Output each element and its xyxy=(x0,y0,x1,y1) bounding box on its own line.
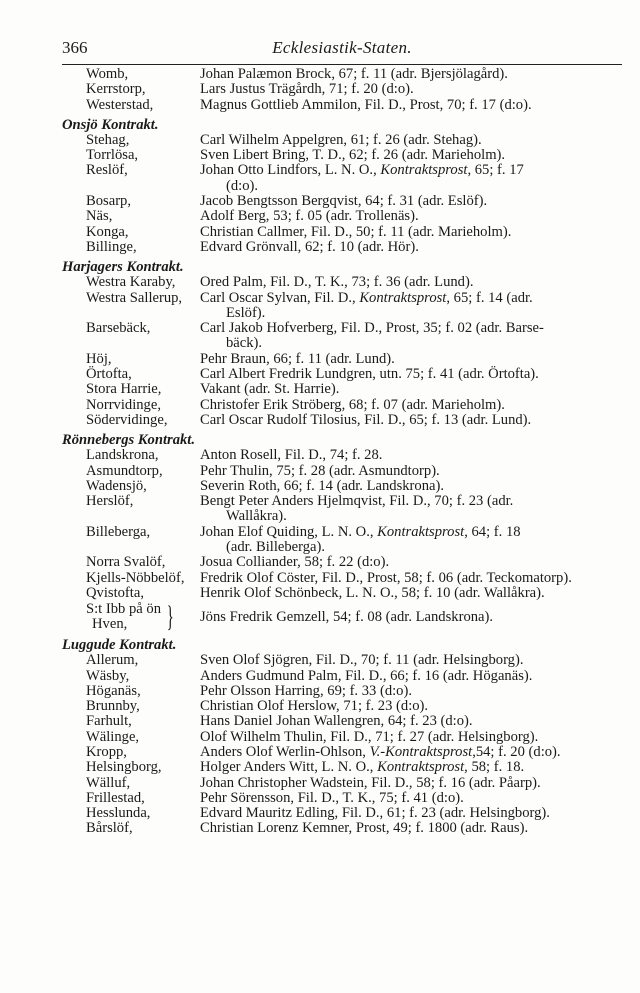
listing-row xyxy=(62,806,622,821)
listing-row xyxy=(62,133,622,148)
clergy-entry: Lars Justus Trägårdh, 71; f. 20 (d:o). xyxy=(200,81,414,98)
listing-row xyxy=(62,464,622,479)
parish-name: Norra Svalöf, xyxy=(86,554,166,571)
listing-row xyxy=(62,275,622,290)
clergy-entry: Anton Rosell, Fil. D., 74; f. 28. xyxy=(200,447,383,464)
clergy-entry: Holger Anders Witt, L. N. O., Kontraktsprost, 58; f. 18. xyxy=(200,759,525,776)
listing-row xyxy=(62,225,622,240)
clergy-entry: Eslöf). xyxy=(226,304,266,321)
parish-name: Konga, xyxy=(86,223,129,240)
listing-row xyxy=(62,669,622,684)
parish-name: Billeberga, xyxy=(86,523,151,540)
clergy-entry: Edvard Grönvall, 62; f. 10 (adr. Hör). xyxy=(200,238,419,255)
parish-name: Näs, xyxy=(86,208,113,225)
listing-row xyxy=(62,730,622,745)
listing-row xyxy=(62,479,622,494)
clergy-entry: Vakant (adr. St. Harrie). xyxy=(200,381,340,398)
parish-name: Asmundtorp, xyxy=(86,462,163,479)
section-heading: Onsjö Kontrakt. xyxy=(62,116,159,133)
listing-row xyxy=(62,791,622,806)
italic-title: V.-Kontraktsprost xyxy=(369,743,473,760)
parish-name xyxy=(62,306,200,321)
clergy-entry: Anders Gudmund Palm, Fil. D., 66; f. 16 (adr. Höganäs). xyxy=(200,667,533,684)
section-heading: Luggude Kontrakt. xyxy=(62,637,177,654)
listing-row xyxy=(62,586,622,601)
clergy-entry: Sven Olof Sjögren, Fil. D., 70; f. 11 (adr. Helsingborg). xyxy=(200,652,524,669)
clergy-entry: Anders Olof Werlin-Ohlson, V.-Kontraktsprost,54; f. 20 (d:o). xyxy=(200,743,561,760)
parish-name xyxy=(62,336,200,351)
parish-name: Stora Harrie, xyxy=(86,381,162,398)
listing-row xyxy=(62,699,622,714)
parish-name: Wäsby, xyxy=(86,667,130,684)
listing-row xyxy=(62,684,622,699)
parish-name: Billinge, xyxy=(86,238,137,255)
listing-row xyxy=(62,525,622,540)
clergy-entry: Bengt Peter Anders Hjelmqvist, Fil. D., 70; f. 23 (adr. xyxy=(200,493,514,510)
clergy-entry: Adolf Berg, 53; f. 05 (adr. Trollenäs). xyxy=(200,208,419,225)
clergy-entry: Sven Libert Bring, T. D., 62; f. 26 (adr. Marieholm). xyxy=(200,147,506,164)
listing-row xyxy=(62,209,622,224)
parish-name: Wälluf, xyxy=(86,774,131,791)
page-header xyxy=(62,38,622,62)
parish-name: Reslöf, xyxy=(86,162,128,179)
listing-row xyxy=(62,571,622,586)
parish-name: Kjells-Nöbbelöf, xyxy=(86,569,185,586)
clergy-entry: Henrik Olof Schönbeck, L. N. O., 58; f. 10 (adr. Wallåkra). xyxy=(200,584,545,601)
listing-row xyxy=(62,745,622,760)
listing-row-continuation xyxy=(62,306,622,321)
parish-name: Höganäs, xyxy=(86,682,141,699)
clergy-entry: Jöns Fredrik Gemzell, 54; f. 08 (adr. Landskrona). xyxy=(200,608,494,625)
clergy-entry: Johan Elof Quiding, L. N. O., Kontraktsprost, 64; f. 18 xyxy=(200,523,521,540)
clergy-entry: Pehr Sörensson, Fil. D., T. K., 75; f. 41 (d:o). xyxy=(200,789,464,806)
parish-name: Womb, xyxy=(86,66,129,82)
italic-title: Kontraktsprost xyxy=(377,523,465,540)
parish-name: Höj, xyxy=(86,350,112,367)
parish-name xyxy=(62,540,200,555)
clergy-entry: Olof Wilhelm Thulin, Fil. D., 71; f. 27 (adr. Helsingborg). xyxy=(200,728,539,745)
clergy-entry: Magnus Gottlieb Ammilon, Fil. D., Prost, 70; f. 17 (d:o). xyxy=(200,96,532,113)
parish-name: Westerstad, xyxy=(86,96,154,113)
clergy-entry: Christian Olof Herslow, 71; f. 23 (d:o). xyxy=(200,698,429,715)
clergy-entry: Jacob Bengtsson Bergqvist, 64; f. 31 (adr. Eslöf). xyxy=(200,193,488,210)
parish-name: Brunnby, xyxy=(86,698,140,715)
listing-row xyxy=(62,448,622,463)
parish-name-lines xyxy=(86,602,161,632)
italic-title: Kontraktsprost xyxy=(380,162,468,179)
listing-row xyxy=(62,148,622,163)
listing-row xyxy=(62,163,622,178)
clergy-entry: Carl Albert Fredrik Lundgren, utn. 75; f. 41 (adr. Örtofta). xyxy=(200,366,539,383)
listing-row xyxy=(62,82,622,97)
parish-name: Wälinge, xyxy=(86,728,140,745)
parish-name xyxy=(62,179,200,194)
clergy-entry: Ored Palm, Fil. D., T. K., 73; f. 36 (adr. Lund). xyxy=(200,274,474,291)
listing-row xyxy=(62,194,622,209)
clergy-entry: Pehr Thulin, 75; f. 28 (adr. Asmundtorp). xyxy=(200,462,440,479)
parish-name: Westra Sallerup, xyxy=(86,289,183,306)
listing-row xyxy=(62,653,622,668)
listing-row xyxy=(62,98,622,113)
parish-name: Örtofta, xyxy=(86,366,132,383)
parish-name-line: S:t Ibb på ön xyxy=(86,601,161,618)
listing-row-continuation xyxy=(62,336,622,351)
italic-title: Kontraktsprost xyxy=(359,289,447,306)
clergy-entry: Severin Roth, 66; f. 14 (adr. Landskrona). xyxy=(200,477,444,494)
clergy-entry: Pehr Braun, 66; f. 11 (adr. Lund). xyxy=(200,350,395,367)
clergy-entry: Carl Oscar Rudolf Tilosius, Fil. D., 65; f. 13 (adr. Lund). xyxy=(200,411,532,428)
listing-row xyxy=(62,776,622,791)
parish-name: Stehag, xyxy=(86,131,130,148)
parish-name xyxy=(62,602,200,632)
listing-row xyxy=(62,240,622,255)
clergy-entry: Johan Palæmon Brock, 67; f. 11 (adr. Bjersjölagård). xyxy=(200,66,508,82)
listing-row-continuation xyxy=(62,509,622,524)
clergy-entry: Josua Colliander, 58; f. 22 (d:o). xyxy=(200,554,390,571)
listing-row-continuation xyxy=(62,540,622,555)
directory-listing xyxy=(62,67,622,837)
listing-row xyxy=(62,321,622,336)
parish-name: Helsingborg, xyxy=(86,759,162,776)
clergy-entry: Carl Jakob Hofverberg, Fil. D., Prost, 35; f. 02 (adr. Barse- xyxy=(200,320,544,337)
listing-row xyxy=(62,821,622,836)
listing-row xyxy=(62,555,622,570)
listing-row xyxy=(62,291,622,306)
clergy-entry: Wallåkra). xyxy=(226,508,287,525)
listing-row xyxy=(62,352,622,367)
page-number: 366 xyxy=(62,38,88,57)
clergy-entry: Hans Daniel Johan Wallengren, 64; f. 23 (d:o). xyxy=(200,713,473,730)
parish-name: Qvistofta, xyxy=(86,584,144,601)
parish-name: Westra Karaby, xyxy=(86,274,176,291)
clergy-entry: Carl Wilhelm Appelgren, 61; f. 26 (adr. Stehag). xyxy=(200,131,482,148)
clergy-entry: Christian Lorenz Kemner, Prost, 49; f. 1800 (adr. Raus). xyxy=(200,820,529,837)
listing-row xyxy=(62,382,622,397)
parish-name: Södervidinge, xyxy=(86,411,168,428)
parish-name: Kerrstorp, xyxy=(86,81,146,98)
listing-row-braced xyxy=(62,601,622,633)
parish-name: Bosarp, xyxy=(86,193,131,210)
parish-name: Hesslunda, xyxy=(86,805,151,822)
parish-name: Torrlösa, xyxy=(86,147,139,164)
clergy-entry: Johan Otto Lindfors, L. N. O., Kontraktsprost, 65; f. 17 xyxy=(200,162,524,179)
clergy-entry: Christian Callmer, Fil. D., 50; f. 11 (adr. Marieholm). xyxy=(200,223,512,240)
section-heading: Harjagers Kontrakt. xyxy=(62,259,184,276)
listing-row xyxy=(62,760,622,775)
parish-name: Herslöf, xyxy=(86,493,134,510)
header-rule xyxy=(62,64,622,65)
clergy-entry: Edvard Mauritz Edling, Fil. D., 61; f. 23 (adr. Helsingborg). xyxy=(200,805,550,822)
clergy-entry: (adr. Billeberga). xyxy=(226,539,326,556)
italic-title: Kontraktsprost xyxy=(377,759,465,776)
parish-name: Wadensjö, xyxy=(86,477,147,494)
listing-row xyxy=(62,67,622,82)
curly-brace: } xyxy=(166,600,174,634)
clergy-entry: Johan Christopher Wadstein, Fil. D., 58; f. 16 (adr. Påarp). xyxy=(200,774,541,791)
parish-name-line: Hven, xyxy=(92,616,128,633)
clergy-entry: (d:o). xyxy=(226,177,259,194)
clergy-entry: Christofer Erik Ströberg, 68; f. 07 (adr. Marieholm). xyxy=(200,396,505,413)
section-heading: Rönnebergs Kontrakt. xyxy=(62,432,195,449)
listing-row xyxy=(62,494,622,509)
parish-name: Frillestad, xyxy=(86,789,145,806)
parish-name: Landskrona, xyxy=(86,447,159,464)
parish-name: Bårslöf, xyxy=(86,820,133,837)
listing-row xyxy=(62,398,622,413)
parish-name: Barsebäck, xyxy=(86,320,151,337)
parish-name: Norrvidinge, xyxy=(86,396,161,413)
parish-name: Kropp, xyxy=(86,743,127,760)
parish-name xyxy=(62,509,200,524)
clergy-entry: Carl Oscar Sylvan, Fil. D., Kontraktsprost, 65; f. 14 (adr. xyxy=(200,289,533,306)
clergy-entry: bäck). xyxy=(226,335,263,352)
clergy-entry: Fredrik Olof Cöster, Fil. D., Prost, 58; f. 06 (adr. Teckomatorp). xyxy=(200,569,572,586)
listing-row xyxy=(62,413,622,428)
parish-name: Farhult, xyxy=(86,713,132,730)
listing-row-continuation xyxy=(62,179,622,194)
listing-row xyxy=(62,714,622,729)
listing-row xyxy=(62,367,622,382)
parish-name: Allerum, xyxy=(86,652,139,669)
clergy-entry: Pehr Olsson Harring, 69; f. 33 (d:o). xyxy=(200,682,412,699)
running-title: Ecklesiastik-Staten. xyxy=(272,38,412,57)
